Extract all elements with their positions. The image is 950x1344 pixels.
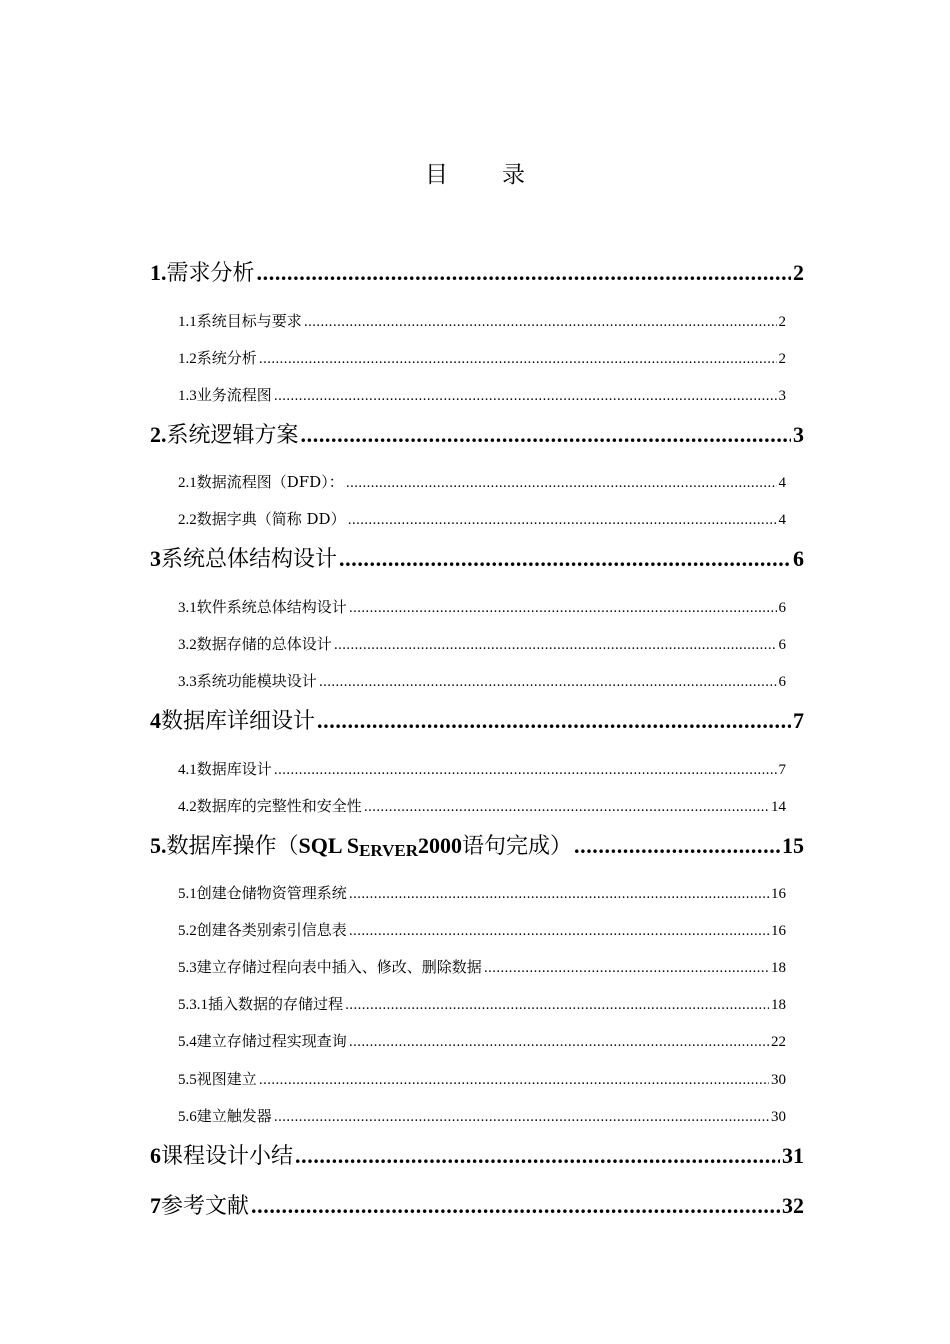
toc-page-number: 14 bbox=[771, 799, 786, 815]
toc-page-number: 16 bbox=[771, 923, 786, 939]
toc-subentry[interactable] bbox=[178, 882, 786, 903]
toc-subentry[interactable] bbox=[178, 471, 786, 492]
toc-page-number: 6 bbox=[778, 674, 786, 690]
title-char-1: 目 bbox=[425, 162, 448, 188]
toc-subentry[interactable] bbox=[178, 384, 786, 405]
toc-subentry[interactable] bbox=[178, 310, 786, 331]
toc-title-sql: SQL S bbox=[298, 833, 360, 858]
toc-title: 需求分析 bbox=[166, 261, 255, 286]
toc-page-number: 2 bbox=[778, 314, 786, 330]
toc-title: 数据字典（简称 DD） bbox=[196, 510, 346, 528]
title-char-2: 录 bbox=[502, 162, 525, 188]
toc-subentry[interactable] bbox=[178, 1030, 786, 1051]
toc-page-number: 16 bbox=[771, 886, 786, 902]
toc-page-number: 18 bbox=[771, 960, 786, 976]
toc-number: 1.1 bbox=[178, 314, 197, 330]
toc-page-number: 3 bbox=[793, 422, 804, 447]
toc-subentry[interactable] bbox=[178, 919, 786, 940]
toc-number: 2.1 bbox=[178, 475, 197, 491]
toc-title: 数据库设计 bbox=[196, 760, 272, 778]
toc-entry[interactable] bbox=[150, 418, 804, 449]
toc-number: 2. bbox=[150, 422, 167, 447]
toc-number: 3 bbox=[150, 546, 161, 571]
toc-title: 数据流程图（DFD）： bbox=[196, 473, 344, 491]
toc-title: 创建各类别索引信息表 bbox=[196, 921, 347, 939]
toc-number: 5.5 bbox=[178, 1072, 197, 1088]
toc-title: 系统功能模块设计 bbox=[196, 672, 317, 690]
toc-title-server: ERVER bbox=[359, 841, 418, 860]
toc-number: 7 bbox=[150, 1193, 161, 1218]
toc-page-number: 6 bbox=[778, 637, 786, 653]
toc-number: 4.1 bbox=[178, 762, 197, 778]
toc-subentry[interactable] bbox=[178, 596, 786, 617]
toc-title: 数据库操作（ bbox=[166, 834, 299, 859]
toc-title: 建立存储过程实现查询 bbox=[196, 1032, 347, 1050]
toc-number: 4 bbox=[150, 708, 161, 733]
toc-page-number: 30 bbox=[771, 1072, 786, 1088]
toc-title: 建立触发器 bbox=[196, 1107, 272, 1125]
toc-title: 视图建立 bbox=[196, 1070, 257, 1088]
toc-subentry[interactable] bbox=[178, 347, 786, 368]
toc-title-tail: 语句完成） bbox=[461, 834, 572, 859]
toc-subentry[interactable] bbox=[178, 670, 786, 691]
page-title bbox=[0, 156, 950, 189]
toc-page-number: 15 bbox=[782, 833, 804, 858]
toc-title: 系统目标与要求 bbox=[196, 312, 302, 330]
toc-subentry[interactable] bbox=[178, 758, 786, 779]
toc-number: 1.3 bbox=[178, 388, 197, 404]
toc-title: 系统逻辑方案 bbox=[166, 423, 299, 448]
toc-number: 5.6 bbox=[178, 1109, 197, 1125]
toc-title: 建立存储过程向表中插入、修改、删除数据 bbox=[196, 958, 482, 976]
toc-number: 5.3 bbox=[178, 960, 197, 976]
toc-number: 3.1 bbox=[178, 600, 197, 616]
toc-title: 系统分析 bbox=[196, 349, 257, 367]
toc-subentry[interactable] bbox=[178, 1105, 786, 1126]
toc-number: 4.2 bbox=[178, 799, 197, 815]
toc-number: 1.2 bbox=[178, 351, 197, 367]
toc-number: 6 bbox=[150, 1143, 161, 1168]
toc-title: 软件系统总体结构设计 bbox=[196, 598, 347, 616]
toc-title: 插入数据的存储过程 bbox=[208, 995, 344, 1013]
toc-number: 5.1 bbox=[178, 886, 197, 902]
toc-subentry[interactable] bbox=[178, 795, 786, 816]
toc-page-number: 7 bbox=[793, 708, 804, 733]
toc-entry[interactable] bbox=[150, 829, 804, 860]
toc-page-number: 22 bbox=[771, 1034, 786, 1050]
toc-number: 5.4 bbox=[178, 1034, 197, 1050]
toc-page-number: 32 bbox=[782, 1193, 804, 1218]
toc-subentry[interactable] bbox=[178, 993, 786, 1014]
toc-subentry[interactable] bbox=[178, 633, 786, 654]
toc-page-number: 6 bbox=[778, 600, 786, 616]
toc-title: 课程设计小结 bbox=[161, 1144, 294, 1169]
toc-entry[interactable] bbox=[150, 1189, 804, 1220]
toc-title: 创建仓储物资管理系统 bbox=[196, 884, 347, 902]
toc-number: 3.3 bbox=[178, 674, 197, 690]
toc-page-number: 3 bbox=[778, 388, 786, 404]
toc-title: 业务流程图 bbox=[196, 386, 272, 404]
toc-title: 数据库的完整性和安全性 bbox=[196, 797, 362, 815]
toc-page-number: 30 bbox=[771, 1109, 786, 1125]
toc-page-number: 7 bbox=[778, 762, 786, 778]
toc-page-number: 4 bbox=[778, 512, 786, 528]
toc-title: 参考文献 bbox=[161, 1194, 250, 1219]
toc-number: 5.2 bbox=[178, 923, 197, 939]
toc-subentry[interactable] bbox=[178, 956, 786, 977]
toc-entry[interactable] bbox=[150, 704, 804, 735]
toc-title: 系统总体结构设计 bbox=[161, 547, 338, 572]
toc-number: 5.3.1 bbox=[178, 997, 208, 1013]
toc-entry[interactable] bbox=[150, 542, 804, 573]
toc-number: 2.2 bbox=[178, 512, 197, 528]
toc-page-number: 6 bbox=[793, 546, 804, 571]
toc-subentry[interactable] bbox=[178, 1068, 786, 1089]
toc-title: 数据存储的总体设计 bbox=[196, 635, 332, 653]
toc-page-number: 2 bbox=[793, 260, 804, 285]
toc-page-number: 4 bbox=[778, 475, 786, 491]
toc-title: 数据库详细设计 bbox=[161, 709, 316, 734]
toc-entry[interactable] bbox=[150, 256, 804, 287]
toc-number: 5. bbox=[150, 833, 167, 858]
toc-number: 1. bbox=[150, 260, 167, 285]
toc-title-version: 2000 bbox=[417, 833, 462, 858]
toc-entry[interactable] bbox=[150, 1139, 804, 1170]
toc-page-number: 18 bbox=[771, 997, 786, 1013]
toc-page-number: 31 bbox=[782, 1143, 804, 1168]
toc-subentry[interactable] bbox=[178, 508, 786, 529]
toc-page-number: 2 bbox=[778, 351, 786, 367]
toc-number: 3.2 bbox=[178, 637, 197, 653]
